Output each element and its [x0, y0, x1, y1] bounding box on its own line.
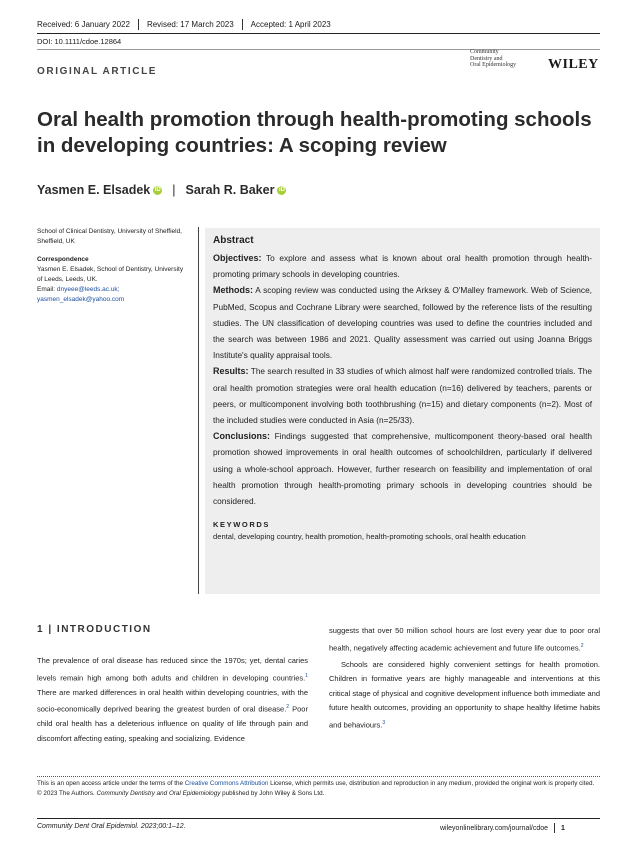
conclusions-label: Conclusions:: [213, 431, 271, 442]
email-label: Email:: [37, 286, 56, 293]
cc-license-link[interactable]: Creative Commons Attribution: [184, 780, 269, 787]
citation-ref[interactable]: 1: [305, 672, 308, 679]
conclusions-text: Findings suggested that comprehensive, multicomponent theory-based oral health promotion showed improvements in oral health outcomes of schoolchildren, particularly if delivered using a whole-school approach. However, further research on feasibility and implementation of oral health promotion through health-promoting primary schools in developing countries should be considered.: [213, 431, 592, 507]
abstract-objectives: [213, 250, 592, 282]
page-number: 1: [561, 824, 565, 832]
article-type: ORIGINAL ARTICLE: [37, 66, 158, 77]
affiliation-block: [37, 227, 187, 305]
abstract-conclusions: [213, 428, 592, 509]
author-list: [37, 183, 286, 197]
body-text: The prevalence of oral disease has reduced since the 1970s; yet, dental caries levels remain high among both adults and children in developing countries.: [37, 656, 308, 683]
copyright-line: [37, 789, 600, 799]
author-separator: |: [172, 183, 176, 197]
article-title: Oral health promotion through health-promoting schools in developing countries: A scoping review: [37, 108, 592, 157]
date-separator: [242, 19, 243, 30]
journal-logo-line: Oral Epidemiology: [470, 62, 517, 68]
header-rule: [37, 33, 600, 34]
citation-ref[interactable]: 3: [382, 720, 386, 727]
keywords-heading: KEYWORDS: [213, 520, 270, 530]
objectives-label: Objectives:: [213, 253, 262, 263]
paragraph: [37, 654, 308, 747]
abstract-box: [205, 228, 600, 594]
correspondence-address: Yasmen E. Elsadek, School of Dentistry, University of Leeds, Leeds, UK.: [37, 266, 184, 283]
citation-ref[interactable]: 2: [286, 704, 290, 711]
date-separator: [138, 19, 139, 30]
keywords: dental, developing country, health promotion, health-promoting schools, oral health education: [213, 532, 526, 542]
revised-date: Revised: 17 March 2023: [146, 20, 234, 29]
objectives-text: To explore and assess what is known about oral health promotion through health-promoting primary schools in developing countries.: [213, 253, 592, 280]
body-text: suggests that over 50 million school hours are lost every year due to poor oral health, negatively affecting academic achievement and future life outcomes.: [329, 626, 600, 653]
column-divider: [198, 227, 199, 594]
section-heading: 1 | INTRODUCTION: [37, 624, 152, 635]
journal-url[interactable]: wileyonlinelibrary.com/journal/cdoe: [440, 824, 549, 832]
article-dates: [37, 19, 331, 30]
body-column-right: [329, 624, 600, 733]
body-text: There are marked differences in oral health within developing countries, with the socio-economically deprived bearing the greatest burden of oral disease.: [37, 687, 308, 714]
footnote-rule: [37, 776, 600, 777]
copyright-text: published by John Wiley & Sons Ltd.: [220, 789, 325, 797]
correspondence-heading: Correspondence: [37, 256, 89, 263]
footer-right: [440, 823, 565, 833]
abstract-results: [213, 363, 592, 428]
abstract-heading: Abstract: [213, 235, 254, 246]
footer-citation: Community Dent Oral Epidemiol. 2023;00:1–12.: [37, 823, 186, 830]
footer-separator: [554, 823, 555, 833]
author-name[interactable]: Yasmen E. Elsadek: [37, 183, 151, 197]
abstract-methods: [213, 282, 592, 363]
email-link[interactable]: dnyeee@leeds.ac.uk; yasmen_elsadek@yahoo.com: [37, 286, 125, 303]
footer-rule: [37, 818, 600, 819]
accepted-date: Accepted: 1 April 2023: [250, 20, 331, 29]
orcid-icon[interactable]: iD: [154, 186, 161, 193]
affiliation: School of Clinical Dentistry, University of Sheffield, Sheffield, UK: [37, 228, 182, 245]
body-column-left: [37, 654, 308, 747]
doi[interactable]: DOI: 10.1111/cdoe.12864: [37, 37, 122, 46]
author-name[interactable]: Sarah R. Baker: [185, 183, 275, 197]
license-line: [37, 779, 600, 789]
body-text: Poor child oral health has a deleterious influence on quality of life through pain and discomfort affecting eating, speaking and socializing. Evidence: [37, 704, 308, 743]
methods-label: Methods:: [213, 285, 253, 296]
citation-ref[interactable]: 2: [580, 642, 584, 649]
license-text: This is an open access article under the terms of the: [37, 780, 185, 787]
received-date: Received: 6 January 2022: [37, 20, 130, 29]
results-label: Results:: [213, 366, 249, 377]
orcid-icon[interactable]: iD: [278, 186, 285, 193]
license-note: [37, 779, 600, 798]
license-text: License, which permits use, distribution and reproduction in any medium, provided the original work is properly cited.: [268, 780, 595, 787]
journal-logo-line: Dentistry and: [470, 55, 503, 62]
copyright-journal: Community Dentistry and Oral Epidemiology: [96, 789, 221, 797]
copyright-text: © 2023 The Authors.: [37, 789, 97, 797]
email-line: [37, 285, 187, 305]
paragraph: [329, 658, 600, 733]
paragraph: [329, 624, 600, 656]
wiley-logo: WILEY: [548, 57, 599, 72]
journal-logo-line: Community: [470, 49, 499, 55]
journal-logo: [470, 49, 516, 69]
results-text: The search resulted in 33 studies of which almost half were randomized controlled trials. The oral health promotion strategies were oral health education (n=16) delivered by teachers, parents or peers, or multicomponent involving both toothbrushing (n=15) and dietary components (n=2). Most of the included studies were conducted in Asia (n=25/33).: [213, 366, 592, 426]
methods-text: A scoping review was conducted using the Arksey & O'Malley framework. Web of Science, PubMed, Scopus and Cochrane Library were searched, followed by the reference lists of the resulting studies. The UN classification of developing countries was used to define the countries included and the search was between 1986 and 2021. Quality assessment was carried out using Joanna Briggs Institute's quality appraisal tools.: [213, 285, 592, 361]
body-text: Schools are considered highly convenient settings for health promotion. Children in formative years are highly manageable and interventions at this critical stage of physical and cognitive development influence both immediate and future health outcomes, providing an opportunity to shape healthy lifetime habits and behaviours.: [329, 659, 600, 730]
